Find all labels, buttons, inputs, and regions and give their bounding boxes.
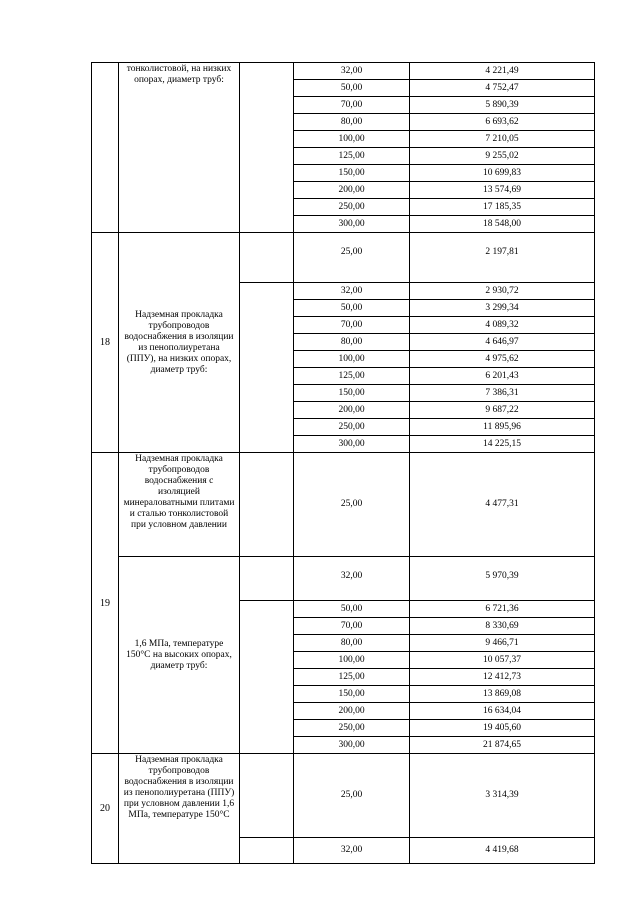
diameter-cell: 250,00 xyxy=(294,720,410,737)
description-cell: тонколистовой, на низких опорах, диаметр труб: xyxy=(119,63,240,233)
price-cell: 4 752,47 xyxy=(410,80,595,97)
description-cell: Надземная прокладка трубопроводов водоснабжения в изоляции из пенополиуретана (ППУ) при условном давлении 1,6 МПа, температуре 150°С xyxy=(119,754,240,864)
diameter-cell: 80,00 xyxy=(294,635,410,652)
price-cell: 4 221,49 xyxy=(410,63,595,80)
price-cell: 6 721,36 xyxy=(410,601,595,618)
diameter-cell: 50,00 xyxy=(294,601,410,618)
diameter-cell: 125,00 xyxy=(294,368,410,385)
price-cell: 21 874,65 xyxy=(410,737,595,754)
price-cell: 13 869,08 xyxy=(410,686,595,703)
row-number-cell xyxy=(92,63,119,233)
empty-cell xyxy=(240,754,294,838)
price-table xyxy=(91,62,595,864)
price-cell: 3 314,39 xyxy=(410,754,595,838)
diameter-cell: 32,00 xyxy=(294,63,410,80)
price-cell: 4 975,62 xyxy=(410,351,595,368)
diameter-cell: 50,00 xyxy=(294,300,410,317)
description-cell: 1,6 МПа, температуре 150°С на высоких опорах, диаметр труб: xyxy=(119,557,240,754)
empty-cell xyxy=(240,601,294,754)
diameter-cell: 80,00 xyxy=(294,114,410,131)
diameter-cell: 300,00 xyxy=(294,436,410,453)
empty-cell xyxy=(240,838,294,864)
price-cell: 4 646,97 xyxy=(410,334,595,351)
diameter-cell: 200,00 xyxy=(294,182,410,199)
diameter-cell: 70,00 xyxy=(294,317,410,334)
empty-cell xyxy=(240,63,294,233)
diameter-cell: 300,00 xyxy=(294,737,410,754)
price-cell: 10 057,37 xyxy=(410,652,595,669)
diameter-cell: 25,00 xyxy=(294,233,410,283)
diameter-cell: 100,00 xyxy=(294,131,410,148)
diameter-cell: 100,00 xyxy=(294,351,410,368)
diameter-cell: 70,00 xyxy=(294,97,410,114)
diameter-cell: 250,00 xyxy=(294,199,410,216)
price-cell: 13 574,69 xyxy=(410,182,595,199)
price-cell: 18 548,00 xyxy=(410,216,595,233)
empty-cell xyxy=(240,557,294,601)
empty-cell xyxy=(240,233,294,283)
diameter-cell: 25,00 xyxy=(294,453,410,557)
price-cell: 4 477,31 xyxy=(410,453,595,557)
diameter-cell: 200,00 xyxy=(294,703,410,720)
diameter-cell: 50,00 xyxy=(294,80,410,97)
price-cell: 2 930,72 xyxy=(410,283,595,300)
price-cell: 7 386,31 xyxy=(410,385,595,402)
row-number-cell: 20 xyxy=(92,754,119,864)
row-number-cell: 19 xyxy=(92,453,119,754)
diameter-cell: 150,00 xyxy=(294,385,410,402)
empty-cell xyxy=(240,283,294,453)
price-cell: 9 687,22 xyxy=(410,402,595,419)
diameter-cell: 150,00 xyxy=(294,686,410,703)
price-cell: 8 330,69 xyxy=(410,618,595,635)
diameter-cell: 150,00 xyxy=(294,165,410,182)
price-cell: 10 699,83 xyxy=(410,165,595,182)
price-cell: 4 089,32 xyxy=(410,317,595,334)
diameter-cell: 32,00 xyxy=(294,283,410,300)
description-cell: Надземная прокладка трубопроводов водоснабжения с изоляцией минераловатными плитами и сталью тонколистовой при условном давлении xyxy=(119,453,240,557)
price-cell: 19 405,60 xyxy=(410,720,595,737)
diameter-cell: 100,00 xyxy=(294,652,410,669)
diameter-cell: 125,00 xyxy=(294,669,410,686)
price-cell: 17 185,35 xyxy=(410,199,595,216)
price-cell: 5 970,39 xyxy=(410,557,595,601)
row-number-cell: 18 xyxy=(92,233,119,453)
diameter-cell: 200,00 xyxy=(294,402,410,419)
price-cell: 9 466,71 xyxy=(410,635,595,652)
description-cell: Надземная прокладка трубопроводов водоснабжения в изоляции из пенополиуретана (ППУ), на низких опорах, диаметр труб: xyxy=(119,233,240,453)
price-cell: 16 634,04 xyxy=(410,703,595,720)
price-cell: 5 890,39 xyxy=(410,97,595,114)
diameter-cell: 32,00 xyxy=(294,557,410,601)
diameter-cell: 70,00 xyxy=(294,618,410,635)
price-cell: 6 693,62 xyxy=(410,114,595,131)
diameter-cell: 300,00 xyxy=(294,216,410,233)
price-cell: 2 197,81 xyxy=(410,233,595,283)
price-cell: 11 895,96 xyxy=(410,419,595,436)
diameter-cell: 80,00 xyxy=(294,334,410,351)
price-cell: 7 210,05 xyxy=(410,131,595,148)
price-cell: 14 225,15 xyxy=(410,436,595,453)
price-cell: 3 299,34 xyxy=(410,300,595,317)
diameter-cell: 250,00 xyxy=(294,419,410,436)
diameter-cell: 125,00 xyxy=(294,148,410,165)
price-cell: 4 419,68 xyxy=(410,838,595,864)
price-cell: 9 255,02 xyxy=(410,148,595,165)
price-cell: 12 412,73 xyxy=(410,669,595,686)
price-cell: 6 201,43 xyxy=(410,368,595,385)
diameter-cell: 25,00 xyxy=(294,754,410,838)
empty-cell xyxy=(240,453,294,557)
diameter-cell: 32,00 xyxy=(294,838,410,864)
